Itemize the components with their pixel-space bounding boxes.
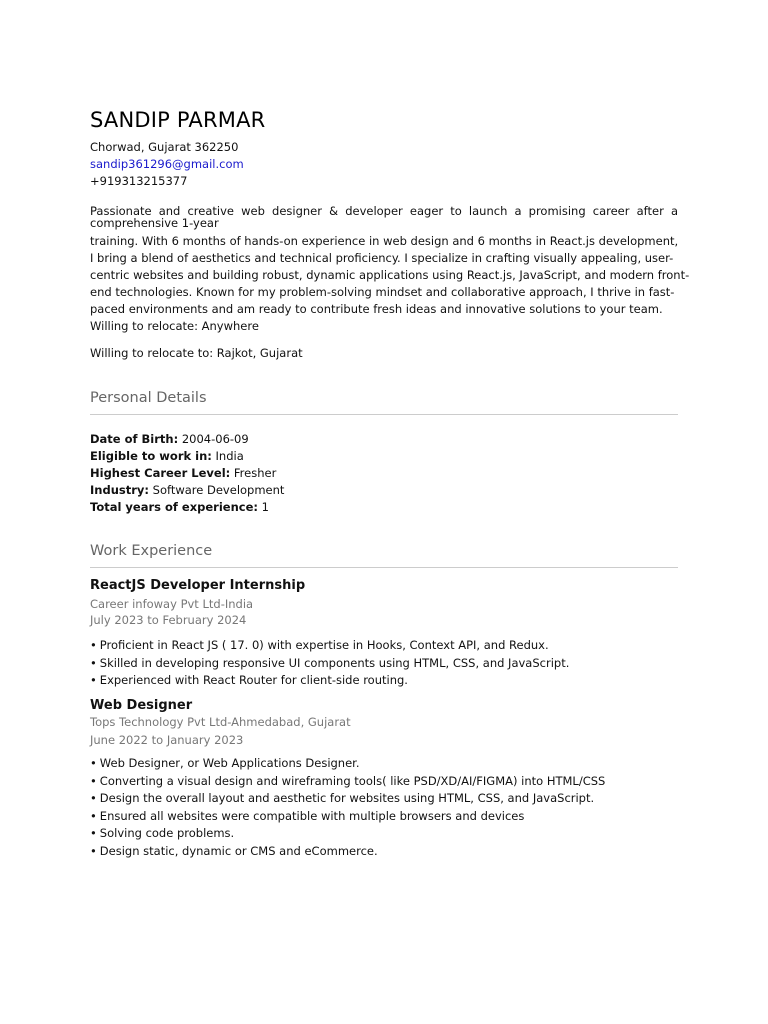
- section-divider: [90, 567, 678, 568]
- job-bullet: [90, 790, 605, 808]
- summary-line: I bring a blend of aesthetics and technical proficiency. I specialize in crafting visually appealing, user-: [90, 251, 674, 265]
- bullet-marker: •: [90, 808, 97, 823]
- job-bullet: [90, 755, 605, 773]
- detail-row-eligible: [90, 448, 284, 465]
- bullet-text: Solving code problems.: [99, 826, 235, 841]
- candidate-name: SANDIP PARMAR: [90, 108, 266, 132]
- detail-value: Fresher: [233, 466, 277, 480]
- bullet-marker: •: [90, 673, 97, 688]
- detail-row-experience: [90, 499, 284, 516]
- bullet-text: Proficient in React JS ( 17. 0) with expertise in Hooks, Context API, and Redux.: [99, 638, 549, 652]
- job-bullet: [90, 843, 605, 861]
- job-title: ReactJS Developer Internship: [90, 578, 306, 593]
- detail-label: Industry:: [90, 483, 149, 497]
- bullet-text: Skilled in developing responsive UI components using HTML, CSS, and JavaScript.: [99, 655, 570, 670]
- detail-label: Eligible to work in:: [90, 449, 212, 463]
- bullet-marker: •: [90, 843, 97, 858]
- bullet-marker: •: [90, 638, 97, 652]
- detail-value: Software Development: [152, 483, 285, 497]
- bullet-text: Design static, dynamic or CMS and eCommerce.: [99, 843, 378, 858]
- phone-text: +919313215377: [90, 174, 188, 188]
- detail-row-dob: [90, 431, 284, 448]
- job-bullet: [90, 672, 569, 690]
- bullet-text: Design the overall layout and aesthetic for websites using HTML, CSS, and JavaScript.: [99, 791, 595, 806]
- summary-line: Willing to relocate: Anywhere: [90, 319, 259, 333]
- bullet-marker: •: [90, 756, 97, 770]
- location-text: Chorwad, Gujarat 362250: [90, 140, 239, 154]
- summary-line: training. With 6 months of hands-on experience in web design and 6 months in React.js development,: [90, 234, 679, 248]
- job-company: Tops Technology Pvt Ltd-Ahmedabad, Gujarat: [90, 715, 351, 729]
- detail-label: Highest Career Level:: [90, 466, 231, 480]
- summary-line: paced environments and am ready to contribute fresh ideas and innovative solutions to your team.: [90, 302, 663, 316]
- job-company: Career infoway Pvt Ltd-India: [90, 597, 254, 611]
- detail-value: India: [215, 449, 244, 463]
- job-bullet: [90, 825, 605, 843]
- relocate-text: Willing to relocate to: Rajkot, Gujarat: [90, 346, 303, 360]
- personal-details-list: [90, 431, 284, 516]
- summary-line: centric websites and building robust, dynamic applications using React.js, JavaScript, and modern front-: [90, 268, 690, 282]
- bullet-text: Converting a visual design and wireframing tools( like PSD/XD/AI/FIGMA) into HTML/CSS: [99, 773, 606, 788]
- detail-row-career-level: [90, 465, 284, 482]
- detail-value: 1: [261, 500, 269, 514]
- job-bullet-list: [90, 637, 569, 690]
- email-link[interactable]: sandip361296@gmail.com: [90, 157, 244, 171]
- bullet-text: Web Designer, or Web Applications Designer.: [99, 756, 360, 770]
- bullet-text: Ensured all websites were compatible with multiple browsers and devices: [99, 808, 525, 823]
- job-bullet: [90, 773, 605, 791]
- detail-value: 2004-06-09: [181, 432, 249, 446]
- work-experience-heading: Work Experience: [90, 543, 213, 559]
- bullet-marker: •: [90, 791, 97, 806]
- detail-label: Date of Birth:: [90, 432, 179, 446]
- job-dates: July 2023 to February 2024: [90, 613, 247, 627]
- personal-details-heading: Personal Details: [90, 390, 207, 406]
- summary-text: [90, 233, 690, 335]
- detail-label: Total years of experience:: [90, 500, 258, 514]
- bullet-text: Experienced with React Router for client-side routing.: [99, 673, 408, 688]
- section-divider: [90, 414, 678, 415]
- job-bullet-list: [90, 755, 605, 861]
- job-dates: June 2022 to January 2023: [90, 733, 244, 747]
- summary-first-line: Passionate and creative web designer & developer eager to launch a promising career after a comprehensive 1-year: [90, 204, 678, 230]
- job-bullet: [90, 655, 569, 673]
- job-bullet: [90, 637, 569, 655]
- bullet-marker: •: [90, 655, 97, 670]
- job-title: Web Designer: [90, 698, 193, 713]
- bullet-marker: •: [90, 773, 97, 788]
- job-bullet: [90, 808, 605, 826]
- bullet-marker: •: [90, 826, 97, 841]
- summary-line: end technologies. Known for my problem-solving mindset and collaborative approach, I thrive in fast-: [90, 285, 675, 299]
- detail-row-industry: [90, 482, 284, 499]
